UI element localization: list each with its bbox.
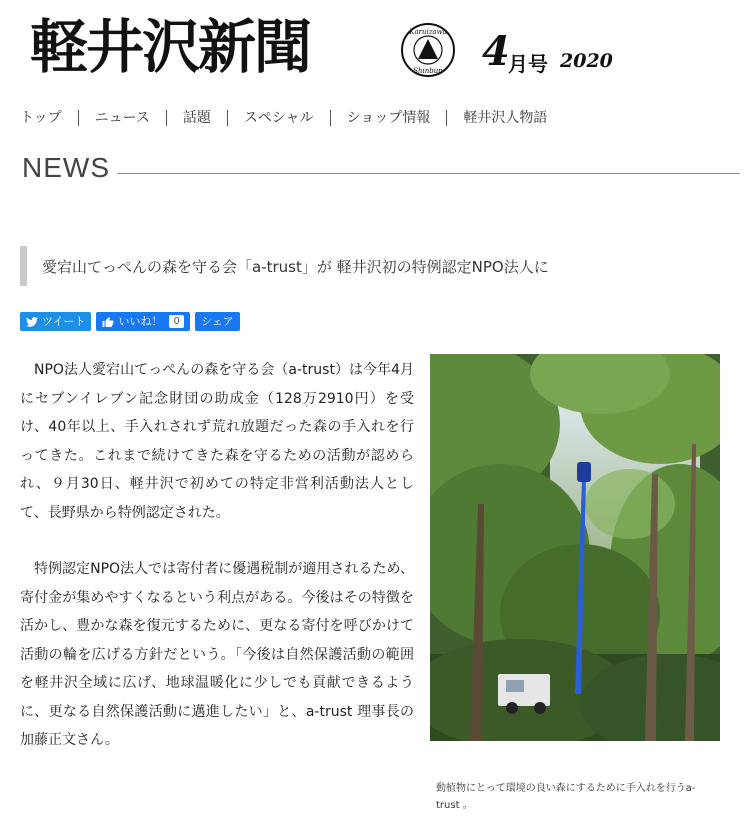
newspaper-logo-title[interactable]: 軽井沢新聞 [30,13,311,81]
tweet-button[interactable] [20,312,91,331]
article-paragraph: 特例認定NPO法人では寄付者に優遇税制が適用されるため、寄付金が集めやすくなるという利点がある。今後はその特徴を活かし、豊かな森を復元するために、更なる寄付を呼びかけて活動の輪を広げる方針だという。「今後は自然保護活動の範囲を軽井沢全域に広げ、地球温暖化に少しでも貢献できるように、更なる自然保護活動に邁進したい」と、a-trust 理事長の加藤正文さん。 [20,561,414,748]
tweet-label: ツイート [42,315,86,328]
newspaper-seal-logo [400,22,456,78]
article-headline: 愛宕山てっぺんの森を守る会「a-trust」が 軽井沢初の特例認定NPO法人に [42,258,549,276]
section-divider [118,173,740,174]
article-photo [430,354,720,741]
facebook-share-button[interactable] [195,312,240,331]
nav-item-people-stories[interactable]: 軽井沢人物語 [446,110,563,126]
nav-item-news[interactable]: ニュース [78,110,166,126]
issue-unit: 月号 [508,52,548,76]
like-count-badge: 0 [169,315,183,328]
share-label: シェア [200,315,234,328]
svg-text:Karuizawa: Karuizawa [409,28,447,36]
article-body [20,356,414,755]
nav-item-topics[interactable]: 話題 [166,110,227,126]
svg-text:Shinbun: Shinbun [413,67,443,75]
thumbs-up-icon [102,316,114,328]
like-button[interactable] [96,312,189,331]
main-nav [20,110,563,126]
nav-item-top[interactable]: トップ [20,110,62,126]
headline-accent-bar [20,246,27,286]
like-label: いいね！ [118,315,163,328]
photo-caption: 動植物にとって環境の良い森にするために手入れを行うa-trust 。 [436,783,696,811]
issue-year: 2020 [560,50,613,72]
nav-item-special[interactable]: スペシャル [227,110,330,126]
masthead [0,0,748,100]
share-buttons [20,312,240,331]
issue-month: 4 [482,28,510,75]
article-paragraph: NPO法人愛宕山てっぺんの森を守る会（a-trust）は今年4月にセブンイレブン記念財団の助成金（128万2910円）を受け、40年以上、手入れされず荒れ放題だった森の手入れを行ってきた。これまで続けてきた森を守るための活動が認められ、９月30日、軽井沢で初めての特定非営利活動法人として、長野県から特例認定された。 [20,362,414,521]
twitter-bird-icon [26,317,38,327]
section-title: NEWS [22,152,110,183]
nav-item-shop-info[interactable]: ショップ情報 [330,110,447,126]
